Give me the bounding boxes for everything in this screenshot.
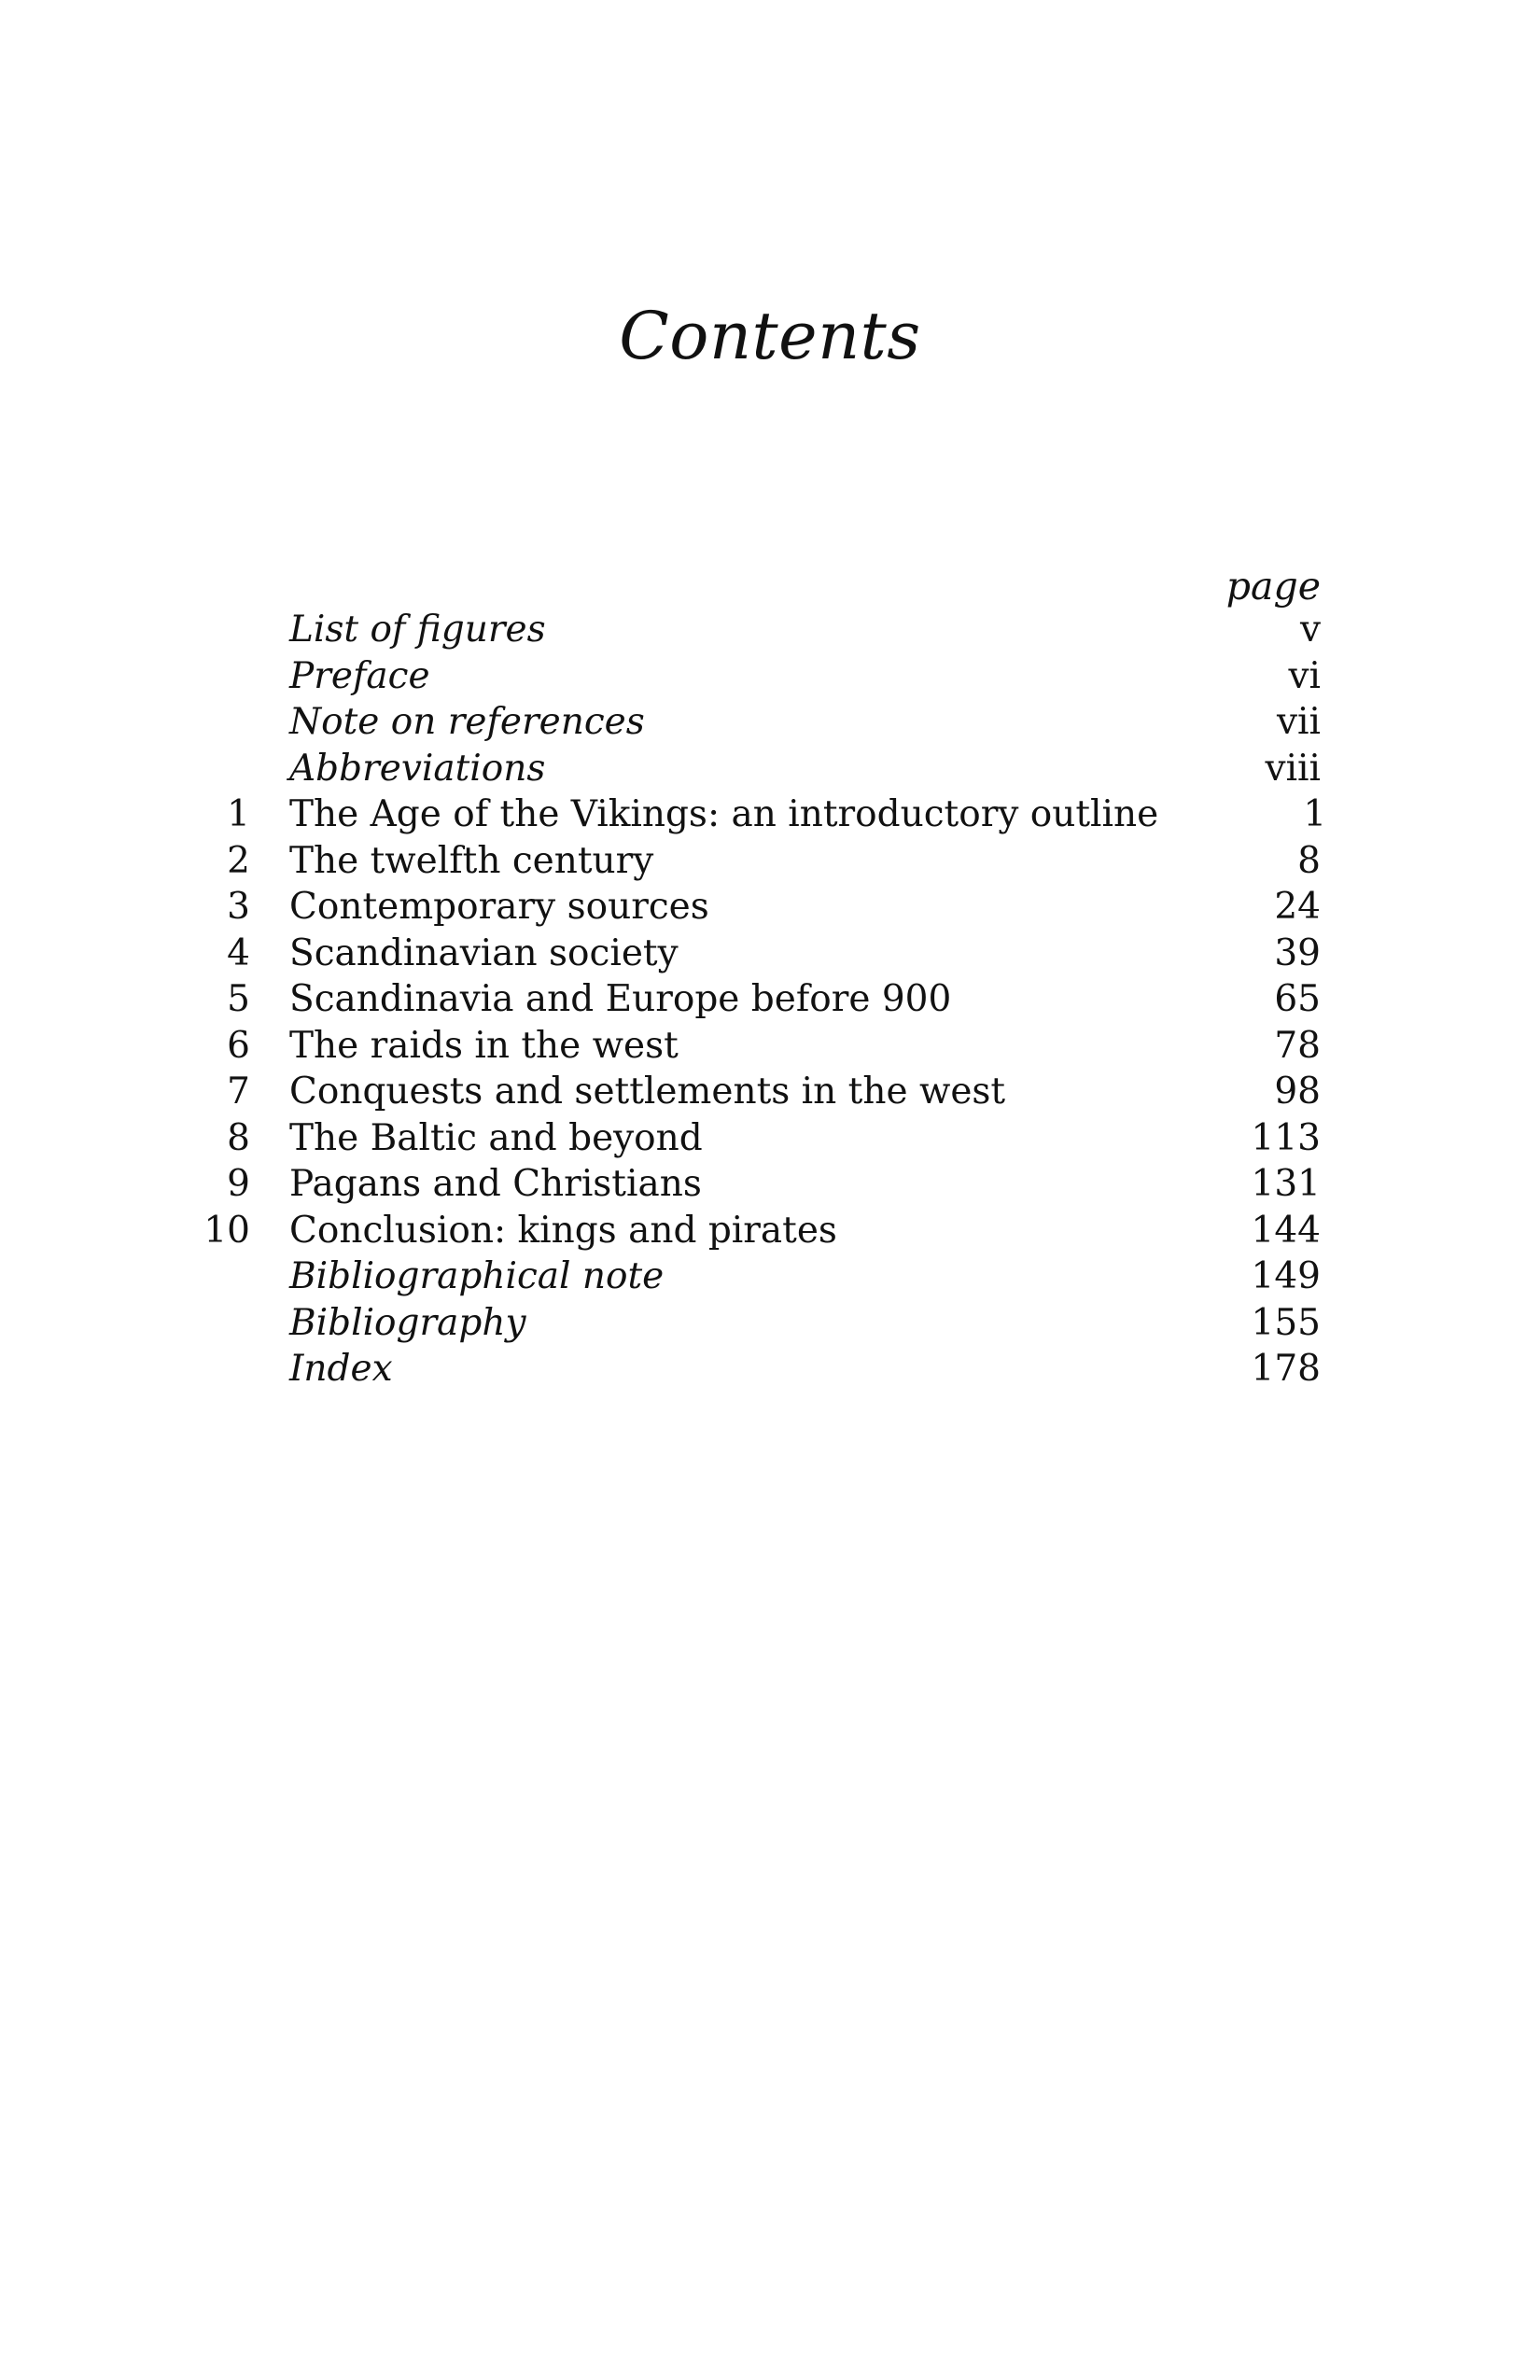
toc-entry-chapter-1[interactable] xyxy=(187,791,1327,838)
toc-entry-page: 78 xyxy=(1274,1024,1321,1067)
toc-entry-page: 24 xyxy=(1274,886,1321,928)
toc-entry-title: Scandinavia and Europe before 900 xyxy=(289,978,952,1020)
toc-entry-number: 3 xyxy=(227,886,250,928)
toc-entry-number: 5 xyxy=(227,978,250,1020)
toc-entry-number: 2 xyxy=(227,839,250,882)
table-of-contents xyxy=(187,607,1327,1393)
toc-entry-title: Conclusion: kings and pirates xyxy=(289,1209,837,1252)
toc-entry-page: 39 xyxy=(1274,931,1321,974)
toc-entry-page: vi xyxy=(1288,654,1321,697)
toc-entry-chapter-2[interactable] xyxy=(187,838,1321,885)
toc-entry-index[interactable] xyxy=(187,1346,1321,1393)
toc-entry-page: vii xyxy=(1277,701,1321,743)
toc-entry-title: Bibliographical note xyxy=(289,1255,665,1297)
toc-entry-number: 10 xyxy=(203,1209,250,1252)
toc-entry-page: 65 xyxy=(1274,978,1321,1020)
toc-entry-title: The Baltic and beyond xyxy=(289,1116,703,1159)
page-column-heading: page xyxy=(1225,564,1321,609)
toc-entry-number: 7 xyxy=(227,1071,250,1113)
toc-entry-page: 131 xyxy=(1251,1163,1321,1205)
toc-entry-title: Scandinavian society xyxy=(289,931,679,974)
toc-entry-title: Abbreviations xyxy=(289,747,546,790)
toc-entry-bibliographical-note[interactable] xyxy=(187,1253,1321,1300)
toc-entry-page: 178 xyxy=(1251,1348,1321,1390)
toc-entry-title: Note on references xyxy=(289,701,645,743)
toc-entry-title: Conquests and settlements in the west xyxy=(289,1071,1006,1113)
toc-entry-preface[interactable] xyxy=(187,653,1321,700)
toc-entry-page: 8 xyxy=(1297,839,1321,882)
toc-entry-page: 113 xyxy=(1251,1116,1321,1159)
toc-entry-chapter-8[interactable] xyxy=(187,1115,1321,1162)
toc-entry-number: 6 xyxy=(227,1024,250,1067)
toc-entry-title: Preface xyxy=(289,654,430,697)
toc-entry-title: Bibliography xyxy=(289,1301,526,1344)
toc-entry-chapter-7[interactable] xyxy=(187,1069,1321,1115)
toc-entry-page: 149 xyxy=(1251,1255,1321,1297)
toc-entry-bibliography[interactable] xyxy=(187,1300,1321,1347)
toc-entry-page: 155 xyxy=(1251,1301,1321,1344)
page-title: Contents xyxy=(619,298,921,374)
toc-entry-title: The raids in the west xyxy=(289,1024,679,1067)
toc-entry-number: 8 xyxy=(227,1116,250,1159)
toc-entry-title: Contemporary sources xyxy=(289,886,709,928)
toc-entry-page: v xyxy=(1299,609,1321,651)
toc-entry-number: 4 xyxy=(227,931,250,974)
toc-entry-chapter-5[interactable] xyxy=(187,976,1321,1023)
toc-entry-title: Index xyxy=(289,1348,393,1390)
toc-entry-chapter-10[interactable] xyxy=(187,1208,1321,1254)
toc-entry-page: 144 xyxy=(1251,1209,1321,1252)
toc-entry-list-of-figures[interactable] xyxy=(187,607,1321,653)
toc-entry-number: 1 xyxy=(227,793,250,835)
toc-entry-page: 98 xyxy=(1274,1071,1321,1113)
toc-entry-number: 9 xyxy=(227,1163,250,1205)
toc-entry-chapter-6[interactable] xyxy=(187,1023,1321,1070)
toc-entry-chapter-3[interactable] xyxy=(187,884,1321,931)
toc-entry-title: The twelfth century xyxy=(289,839,654,882)
toc-entry-title: List of figures xyxy=(289,609,546,651)
toc-entry-page: 1 xyxy=(1303,793,1327,835)
toc-entry-title: The Age of the Vikings: an introductory outline xyxy=(289,793,1159,835)
toc-entry-title: Pagans and Christians xyxy=(289,1163,702,1205)
toc-entry-note-on-references[interactable] xyxy=(187,699,1321,746)
toc-entry-chapter-9[interactable] xyxy=(187,1161,1321,1208)
toc-entry-page: viii xyxy=(1265,747,1321,790)
toc-entry-abbreviations[interactable] xyxy=(187,746,1321,792)
toc-entry-chapter-4[interactable] xyxy=(187,931,1321,977)
